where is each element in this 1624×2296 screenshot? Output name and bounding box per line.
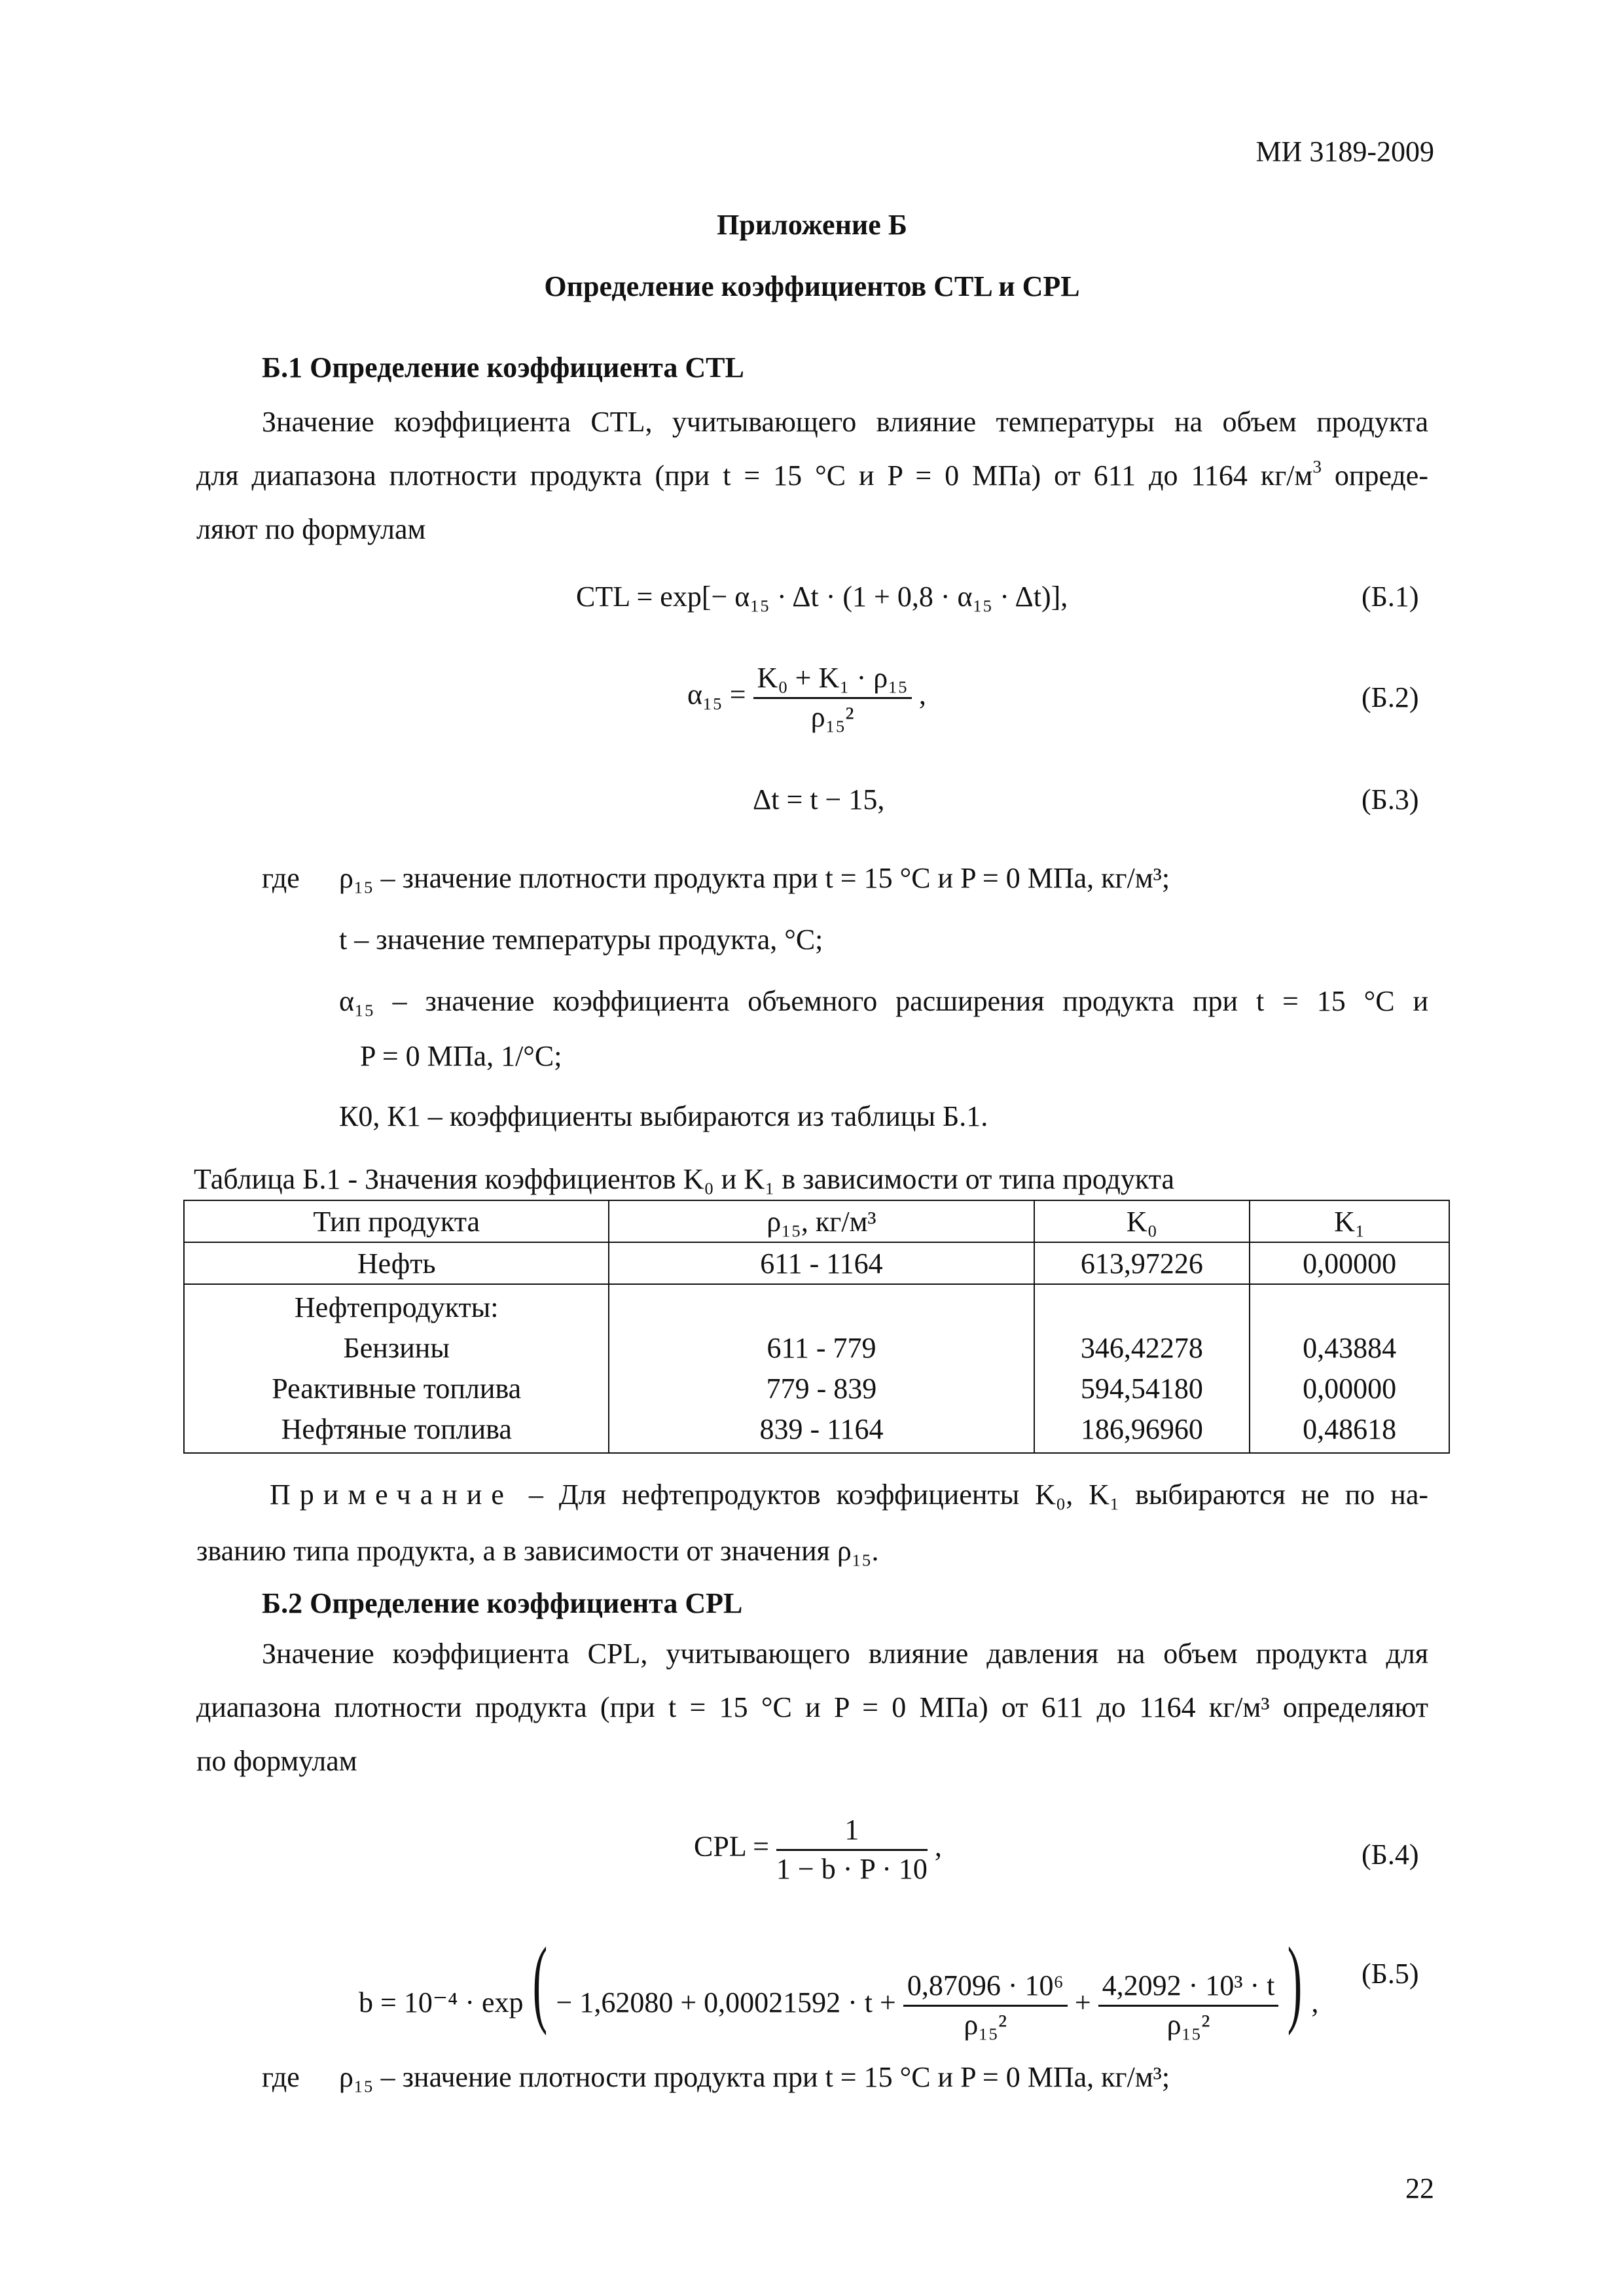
- appendix-title: Приложение Б: [717, 209, 907, 241]
- formula-lhs: CPL =: [694, 1830, 769, 1863]
- section2-paragraph: [196, 1627, 1428, 1788]
- section2-para-line: диапазона плотности продукта (при t = 15 °С и P = 0 МПа) от 611 до 1164 кг/м³ определяют: [196, 1691, 1428, 1723]
- table-row: [184, 1242, 1449, 1284]
- table-cell-text: 186,96960: [1080, 1413, 1203, 1445]
- table-cell: [184, 1284, 609, 1453]
- fraction: [753, 661, 912, 734]
- table-cell-text: 0,43884: [1303, 1332, 1397, 1364]
- table-header-cell: Тип продукта: [184, 1200, 609, 1242]
- table-header-cell: K₀: [1034, 1200, 1250, 1242]
- denominator: ρ₁₅²: [964, 2009, 1007, 2041]
- table-cell-text: Бензины: [343, 1332, 450, 1364]
- formula-trail: ,: [918, 678, 926, 711]
- formula-trail: ,: [1311, 1986, 1319, 2018]
- table-header-cell: K₁: [1250, 1200, 1449, 1242]
- equation-number: (Б.4): [1362, 1839, 1419, 1871]
- appendix-subtitle: Определение коэффициентов CTL и CPL: [544, 270, 1080, 302]
- numerator: 1: [776, 1813, 928, 1851]
- equation-number: (Б.2): [1362, 681, 1419, 713]
- table-header-cell: ρ₁₅, кг/м³: [609, 1200, 1034, 1242]
- numerator: 4,2092 · 10³ · t: [1098, 1969, 1279, 2007]
- denominator: 1 − b · P · 10: [776, 1853, 928, 1885]
- table-cell: [609, 1284, 1034, 1453]
- table-row: [184, 1284, 1449, 1453]
- table-cell-text: 0,48618: [1303, 1413, 1397, 1445]
- table-cell-text: 0,00000: [1303, 1372, 1397, 1405]
- section1-paragraph: [196, 395, 1428, 556]
- table-cell: 0,00000: [1250, 1242, 1449, 1284]
- table-cell: 611 - 1164: [609, 1242, 1034, 1284]
- where-k: К0, К1 – коэффициенты выбираются из таблицы Б.1.: [339, 1100, 988, 1132]
- equation-number: (Б.5): [1362, 1958, 1419, 1990]
- numerator: 0,87096 · 10⁶: [903, 1969, 1068, 2007]
- table-cell-text: 346,42278: [1080, 1332, 1203, 1364]
- fraction: [776, 1813, 928, 1886]
- table-cell: 613,97226: [1034, 1242, 1250, 1284]
- superscript: 3: [1312, 456, 1322, 476]
- numerator: K₀ + K₁ · ρ₁₅: [753, 661, 912, 699]
- formula-b1: CTL = exp[− α₁₅ · Δt · (1 + 0,8 · α₁₅ · Δt)],: [576, 581, 1068, 613]
- formula-b2: [687, 661, 926, 734]
- section1-para-tail: опреде-: [1321, 459, 1428, 492]
- equation-number: (Б.3): [1362, 783, 1419, 816]
- page-number: 22: [1405, 2172, 1434, 2204]
- denominator: ρ₁₅²: [810, 701, 854, 733]
- section1-para-line: [196, 449, 1428, 503]
- where-rho: ρ₁₅ – значение плотности продукта при t = 15 °С и P = 0 МПа, кг/м³;: [339, 2061, 1170, 2093]
- table-note: [270, 1478, 1428, 1511]
- table-cell-text: Нефтяные топлива: [281, 1413, 512, 1445]
- table-cell-text: 839 - 1164: [759, 1413, 884, 1445]
- where-prefix: где: [262, 2061, 300, 2093]
- equation-number: (Б.1): [1362, 581, 1419, 613]
- section1-para-line: ляют по формулам: [196, 513, 426, 545]
- note-prefix: Примечание: [270, 1479, 513, 1511]
- formula-lhs: α₁₅ =: [687, 678, 746, 711]
- denominator: ρ₁₅²: [1166, 2009, 1210, 2041]
- table-cell: [1034, 1284, 1250, 1453]
- where-t: t – значение температуры продукта, °С;: [339, 924, 823, 956]
- section1-para-line: Значение коэффициента CTL, учитывающего влияние температуры на объем продукта: [262, 406, 1428, 438]
- formula-lhs: b = 10⁻⁴ · exp: [359, 1986, 524, 2018]
- formula-b3: Δt = t − 15,: [753, 783, 885, 816]
- where-alpha-cont: P = 0 МПа, 1/°С;: [360, 1040, 562, 1072]
- table-cell-text: 779 - 839: [766, 1372, 877, 1405]
- table-cell: [1250, 1284, 1449, 1453]
- note-text: – Для нефтепродуктов коэффициенты K₀, K₁ выбираются не по на-: [513, 1479, 1428, 1511]
- table-group-label: Нефтепродукты:: [294, 1291, 499, 1323]
- document-number: МИ 3189-2009: [1255, 135, 1434, 168]
- fraction: [1098, 1969, 1279, 2041]
- table-cell-text: 594,54180: [1080, 1372, 1203, 1405]
- formula-b5: [359, 1923, 1318, 2041]
- formula-trail: ,: [934, 1830, 942, 1863]
- left-paren: (: [532, 1928, 547, 2036]
- section2-para-line: по формулам: [196, 1745, 357, 1777]
- table-cell: Нефть: [184, 1242, 609, 1284]
- formula-b4: [694, 1813, 942, 1886]
- where-prefix: где: [262, 862, 300, 894]
- plus-sign: +: [1074, 1986, 1091, 2018]
- table-header-row: [184, 1200, 1449, 1242]
- section1-para-text: для диапазона плотности продукта (при t = 15 °С и P = 0 МПа) от 611 до 1164 кг/м: [196, 459, 1313, 492]
- table-cell-text: Реактивные топлива: [272, 1372, 522, 1405]
- table-caption: Таблица Б.1 - Значения коэффициентов K₀ и K₁ в зависимости от типа продукта: [194, 1163, 1175, 1195]
- where-rho: ρ₁₅ – значение плотности продукта при t = 15 °С и P = 0 МПа, кг/м³;: [339, 862, 1170, 894]
- section2-para-line: Значение коэффициента CPL, учитывающего влияние давления на объем продукта для: [262, 1638, 1428, 1670]
- section2-heading: Б.2 Определение коэффициента CPL: [262, 1587, 743, 1619]
- section1-heading: Б.1 Определение коэффициента CTL: [262, 351, 744, 384]
- right-paren: ): [1288, 1928, 1303, 2036]
- table-note-cont: званию типа продукта, а в зависимости от значения ρ₁₅.: [196, 1535, 879, 1567]
- coefficients-table: [183, 1200, 1450, 1454]
- where-alpha: α₁₅ – значение коэффициента объемного расширения продукта при t = 15 °С и: [339, 985, 1428, 1017]
- table-cell-text: 611 - 779: [767, 1332, 876, 1364]
- formula-inner: − 1,62080 + 0,00021592 · t +: [556, 1986, 896, 2018]
- fraction: [903, 1969, 1068, 2041]
